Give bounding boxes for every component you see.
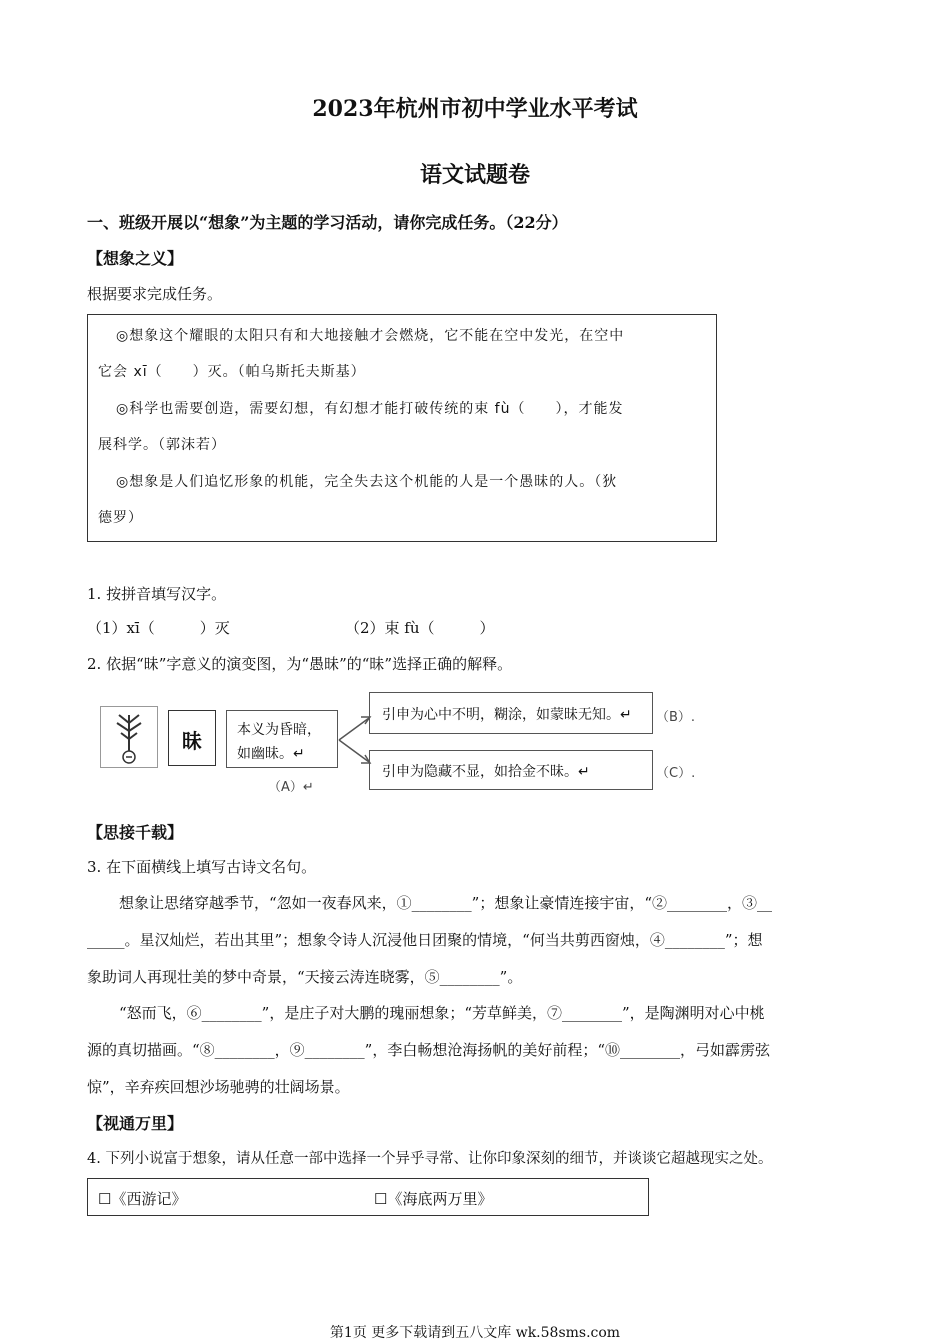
option-haidi[interactable]: ☐《海底两万里》: [374, 1190, 493, 1208]
question-1: 1. 按拼音填写汉字。: [87, 585, 227, 603]
ancient-glyph-icon: [101, 707, 157, 767]
question-4: 4. 下列小说富于想象，请从任意一部中选择一个异乎寻常、让你印象深刻的细节，并谈谈它超越现实之处。: [87, 1151, 773, 1167]
q3-line-2: _____。星汉灿烂，若出其里”；想象令诗人沉浸他日团聚的情境，“何当共剪西窗烛，④________”；想: [87, 931, 763, 949]
q3-line-6: 惊”，辛弃疾回想沙场驰骋的壮阔场景。: [87, 1078, 350, 1096]
label-c: （C）.: [656, 766, 696, 781]
quote-box: [87, 314, 717, 542]
quote-line: 德罗）: [98, 510, 143, 526]
quote-line: 展科学。（郭沫若）: [98, 437, 226, 453]
question-3: 3. 在下面横线上填写古诗文名句。: [87, 858, 317, 876]
meaning-c: 引申为隐藏不显，如拾金不昧。↵: [382, 764, 590, 780]
page-subtitle: 语文试题卷: [419, 162, 530, 188]
origin-meaning-box: [226, 710, 338, 768]
part1-title: 【想象之义】: [87, 249, 184, 268]
quote-line: ◎想象这个耀眼的太阳只有和大地接触才会燃烧，它不能在空中发光，在空中: [116, 328, 625, 344]
label-a: （A）↵: [268, 780, 314, 795]
char-box: [168, 710, 216, 766]
quote-line: ◎科学也需要创造，需要幻想，有幻想才能打破传统的束 fù（ ），才能发: [116, 401, 624, 417]
page-title: 2023年杭州市初中学业水平考试: [312, 96, 638, 122]
q3-line-5: 源的真切描画。“⑧________，⑨________”，李白畅想沧海扬帆的美好前程；“⑩________，弓如霹雳弦: [87, 1041, 771, 1059]
origin-line-2: 如幽昧。↵: [237, 746, 305, 762]
quote-line: 它会 xī（ ）灭。（帕乌斯托夫斯基）: [98, 364, 366, 380]
section-heading: 一、班级开展以“想象”为主题的学习活动，请你完成任务。（22分）: [87, 213, 568, 232]
label-b: （B）.: [656, 710, 696, 725]
part2-title: 【思接千载】: [87, 823, 184, 842]
quote-line: ◎想象是人们追忆形象的机能，完全失去这个机能的人是一个愚昧的人。（狄: [116, 474, 618, 490]
char-mei: 昧: [182, 729, 202, 753]
question-1-b: （2）束 fù（ ）: [345, 619, 495, 637]
question-1-a: （1）xī（ ）灭: [87, 619, 230, 637]
meaning-c-box: [369, 750, 653, 790]
meaning-b: 引申为心中不明，糊涂，如蒙昧无知。↵: [382, 707, 632, 723]
part3-title: 【视通万里】: [87, 1114, 184, 1133]
question-2: 2. 依据“昧”字意义的演变图，为“愚昧”的“昧”选择正确的解释。: [87, 655, 513, 673]
meaning-b-box: [369, 692, 653, 734]
glyph-image-box: [100, 706, 158, 768]
q3-line-4: “怒而飞，⑥________”，是庄子对大鹏的瑰丽想象；“芳草鲜美，⑦________”，是陶渊明对心中桃: [119, 1004, 765, 1022]
instruction: 根据要求完成任务。: [87, 285, 223, 303]
q3-line-3: 象助词人再现壮美的梦中奇景，“天接云涛连晓雾，⑤________”。: [87, 968, 523, 986]
origin-line-1: 本义为昏暗，: [237, 722, 321, 738]
q3-line-1: 想象让思绪穿越季节，“忽如一夜春风来，①________”；想象让豪情连接宇宙，“②________，③__: [119, 894, 773, 912]
page-footer: 第1页 更多下载请到五八文库 wk.58sms.com: [329, 1325, 621, 1341]
option-xiyouji[interactable]: ☐《西游记》: [98, 1190, 187, 1208]
novel-choice-box: [87, 1178, 649, 1216]
